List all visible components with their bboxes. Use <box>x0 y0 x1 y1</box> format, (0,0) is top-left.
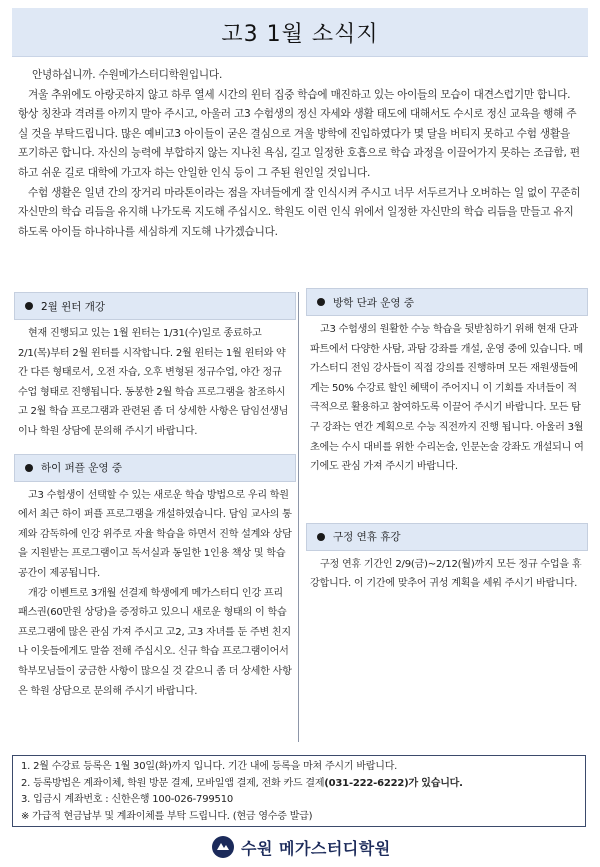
section-text: 현재 진행되고 있는 1월 윈터는 1/31(수)일로 종료하고 2/1(목)부터 2월 윈터를 시작합니다. 2월 윈터는 1월 윈터와 약간 다른 형태로서, 오전 자습, 오후 변형된 정규수업, 야간 정규 수업 형태로 진행됩니다. 동봉한 2월 학습 프로그램을 참조하시고 2월 학습 프로그램과 관련된 좀 더 상세한 사항은 담임선생님이나 학원 상담에 문의해 주시기 바랍니다. <box>18 328 289 437</box>
greeting: 안녕하십니까. 수원메가스터디학원입니다. <box>32 69 223 81</box>
academy-logo <box>211 832 391 862</box>
notice-line-2-end: 가 있습니다. <box>408 777 463 789</box>
bullet-icon <box>317 298 325 306</box>
notice-line-4: ※ 가급적 현금납부 및 계좌이체를 부탁 드립니다. (현금 영수증 발급) <box>21 810 313 822</box>
notice-line-3: 3. 입금시 계좌번호 : 신한은행 100-026-799510 <box>21 794 234 805</box>
bullet-icon <box>317 533 325 541</box>
section-heading-winter <box>14 292 296 320</box>
intro-paragraph-2: 수험 생활은 일년 간의 장거리 마라톤이라는 점을 자녀들에게 잘 인식시켜 주시고 너무 서두르거나 오버하는 일 없이 꾸준히 자신만의 학습 리듬을 유지해 나가도록 지도해 주십시오. 학원도 이런 인식 위에서 일정한 자신만의 학습 리듬을 만들고 유지하도록 아이들 하나하나를 세심하게 지도해 나가겠습니다. <box>18 186 581 238</box>
bullet-icon <box>25 464 33 472</box>
section-text: 고3 수험생의 원활한 수능 학습을 뒷받침하기 위해 현재 단과 파트에서 다양한 사탐, 과탐 강좌를 개설, 운영 중에 있습니다. 메가스터디 전임 강사들이 직접 강의를 진행하며 모든 재원생들에게는 50% 수강료 할인 혜택이 주어지니 이 기회를 자녀들이 적극적으로 활용하고 참여하도록 이끌어 주시기 바랍니다. 모든 탐구 강좌는 연간 계획으로 수능 직전까지 진행 됩니다. 아울러 3월 초에는 수시 대비를 위한 수리논술, 인문논술 강좌도 개설되니 여기에도 관심 가져 주시기 바랍니다. <box>310 324 584 473</box>
section-heading-holiday <box>306 523 588 551</box>
section-body-vacation <box>310 320 584 477</box>
right-column <box>306 288 588 594</box>
section-body-highperf <box>18 486 292 702</box>
bullet-icon <box>25 302 33 310</box>
section-text: 구정 연휴 기간인 2/9(금)~2/12(월)까지 모든 정규 수업을 휴강합니다. 이 기간에 맞추어 귀성 계획을 세워 주시기 바랍니다. <box>310 558 582 590</box>
section-heading-highperf <box>14 454 296 482</box>
notice-box <box>12 755 586 827</box>
section-text: 개강 이벤트로 3개월 선결제 학생에게 메가스터디 인강 프리패스권(60만원 상당)을 증정하고 있으니 새로운 형태의 이 학습 프로그램에 많은 관심 가져 주시고 고2, 고3 자녀를 둔 주변 친지나 이웃들에게도 말씀 전해 주십시오. 신규 학습 프로그램이어서 학부모님들이 궁금한 사항이 많으실 것 같으니 좀 더 상세한 사항은 학원 상담으로 문의해 주시기 바랍니다. <box>18 587 292 697</box>
logo-name: 수원 메가스터디학원 <box>241 838 391 858</box>
notice-line-2 <box>21 776 577 793</box>
section-title: 구정 연휴 휴강 <box>333 531 401 544</box>
notice-line-1: 1. 2월 수강료 등록은 1월 30일(화)까지 입니다. 기간 내에 등록을 마쳐 주시기 바랍니다. <box>21 761 398 772</box>
section-body-holiday <box>310 555 584 594</box>
intro-paragraph-1: 겨울 추위에도 아랑곳하지 않고 하루 열세 시간의 윈터 집중 학습에 매진하고 있는 아이들의 모습이 대견스럽기만 합니다. 항상 칭찬과 격려를 아끼지 말아 주시고, 아울러 고3 수험생의 정신 자세와 생활 태도에 대해서도 수시로 정신 교육을 행해 주실 것을 부탁드립니다. 많은 예비고3 아이들이 굳은 결심으로 겨울 방학에 진입하였다가 몇 달을 버티지 못하고 수험 생활을 포기하곤 합니다. 자신의 능력에 부합하지 않는 지나친 욕심, 길고 일정한 호흡으로 학습 과정을 이끌어가지 못하는 조급함, 편하고 쉬운 길로 대학에 가고자 하는 안일한 인식 등이 그 주된 원인일 것입니다. <box>18 88 580 179</box>
section-heading-vacation <box>306 288 588 316</box>
page-title: 고3 1월 소식지 <box>221 21 379 47</box>
section-title: 하이 퍼플 운영 중 <box>41 462 123 475</box>
column-divider <box>298 292 299 742</box>
left-column <box>14 292 296 701</box>
logo-mark-icon <box>211 835 235 859</box>
section-title: 2월 윈터 개강 <box>41 300 106 313</box>
notice-line-2-text: 2. 등록방법은 계좌이체, 학원 방문 결제, 모바일앱 결제, 전화 카드 결제 <box>21 777 325 789</box>
section-title: 방학 단과 운영 중 <box>333 296 415 309</box>
title-bar <box>12 8 588 57</box>
section-body-winter <box>18 324 292 442</box>
phone-number: (031-222-6222) <box>324 777 409 789</box>
section-text: 고3 수험생이 선택할 수 있는 새로운 학습 방법으로 우리 학원에서 최근 하이 퍼플 프로그램을 개설하였습니다. 담임 교사의 통제와 감독하에 인강 위주로 자율 학습을 하면서 진학 설계와 상담을 지원받는 프로그램이고 독서실과 동일한 1인용 책상 및 학습 공간이 제공됩니다. <box>18 489 292 579</box>
intro-text <box>18 66 583 242</box>
